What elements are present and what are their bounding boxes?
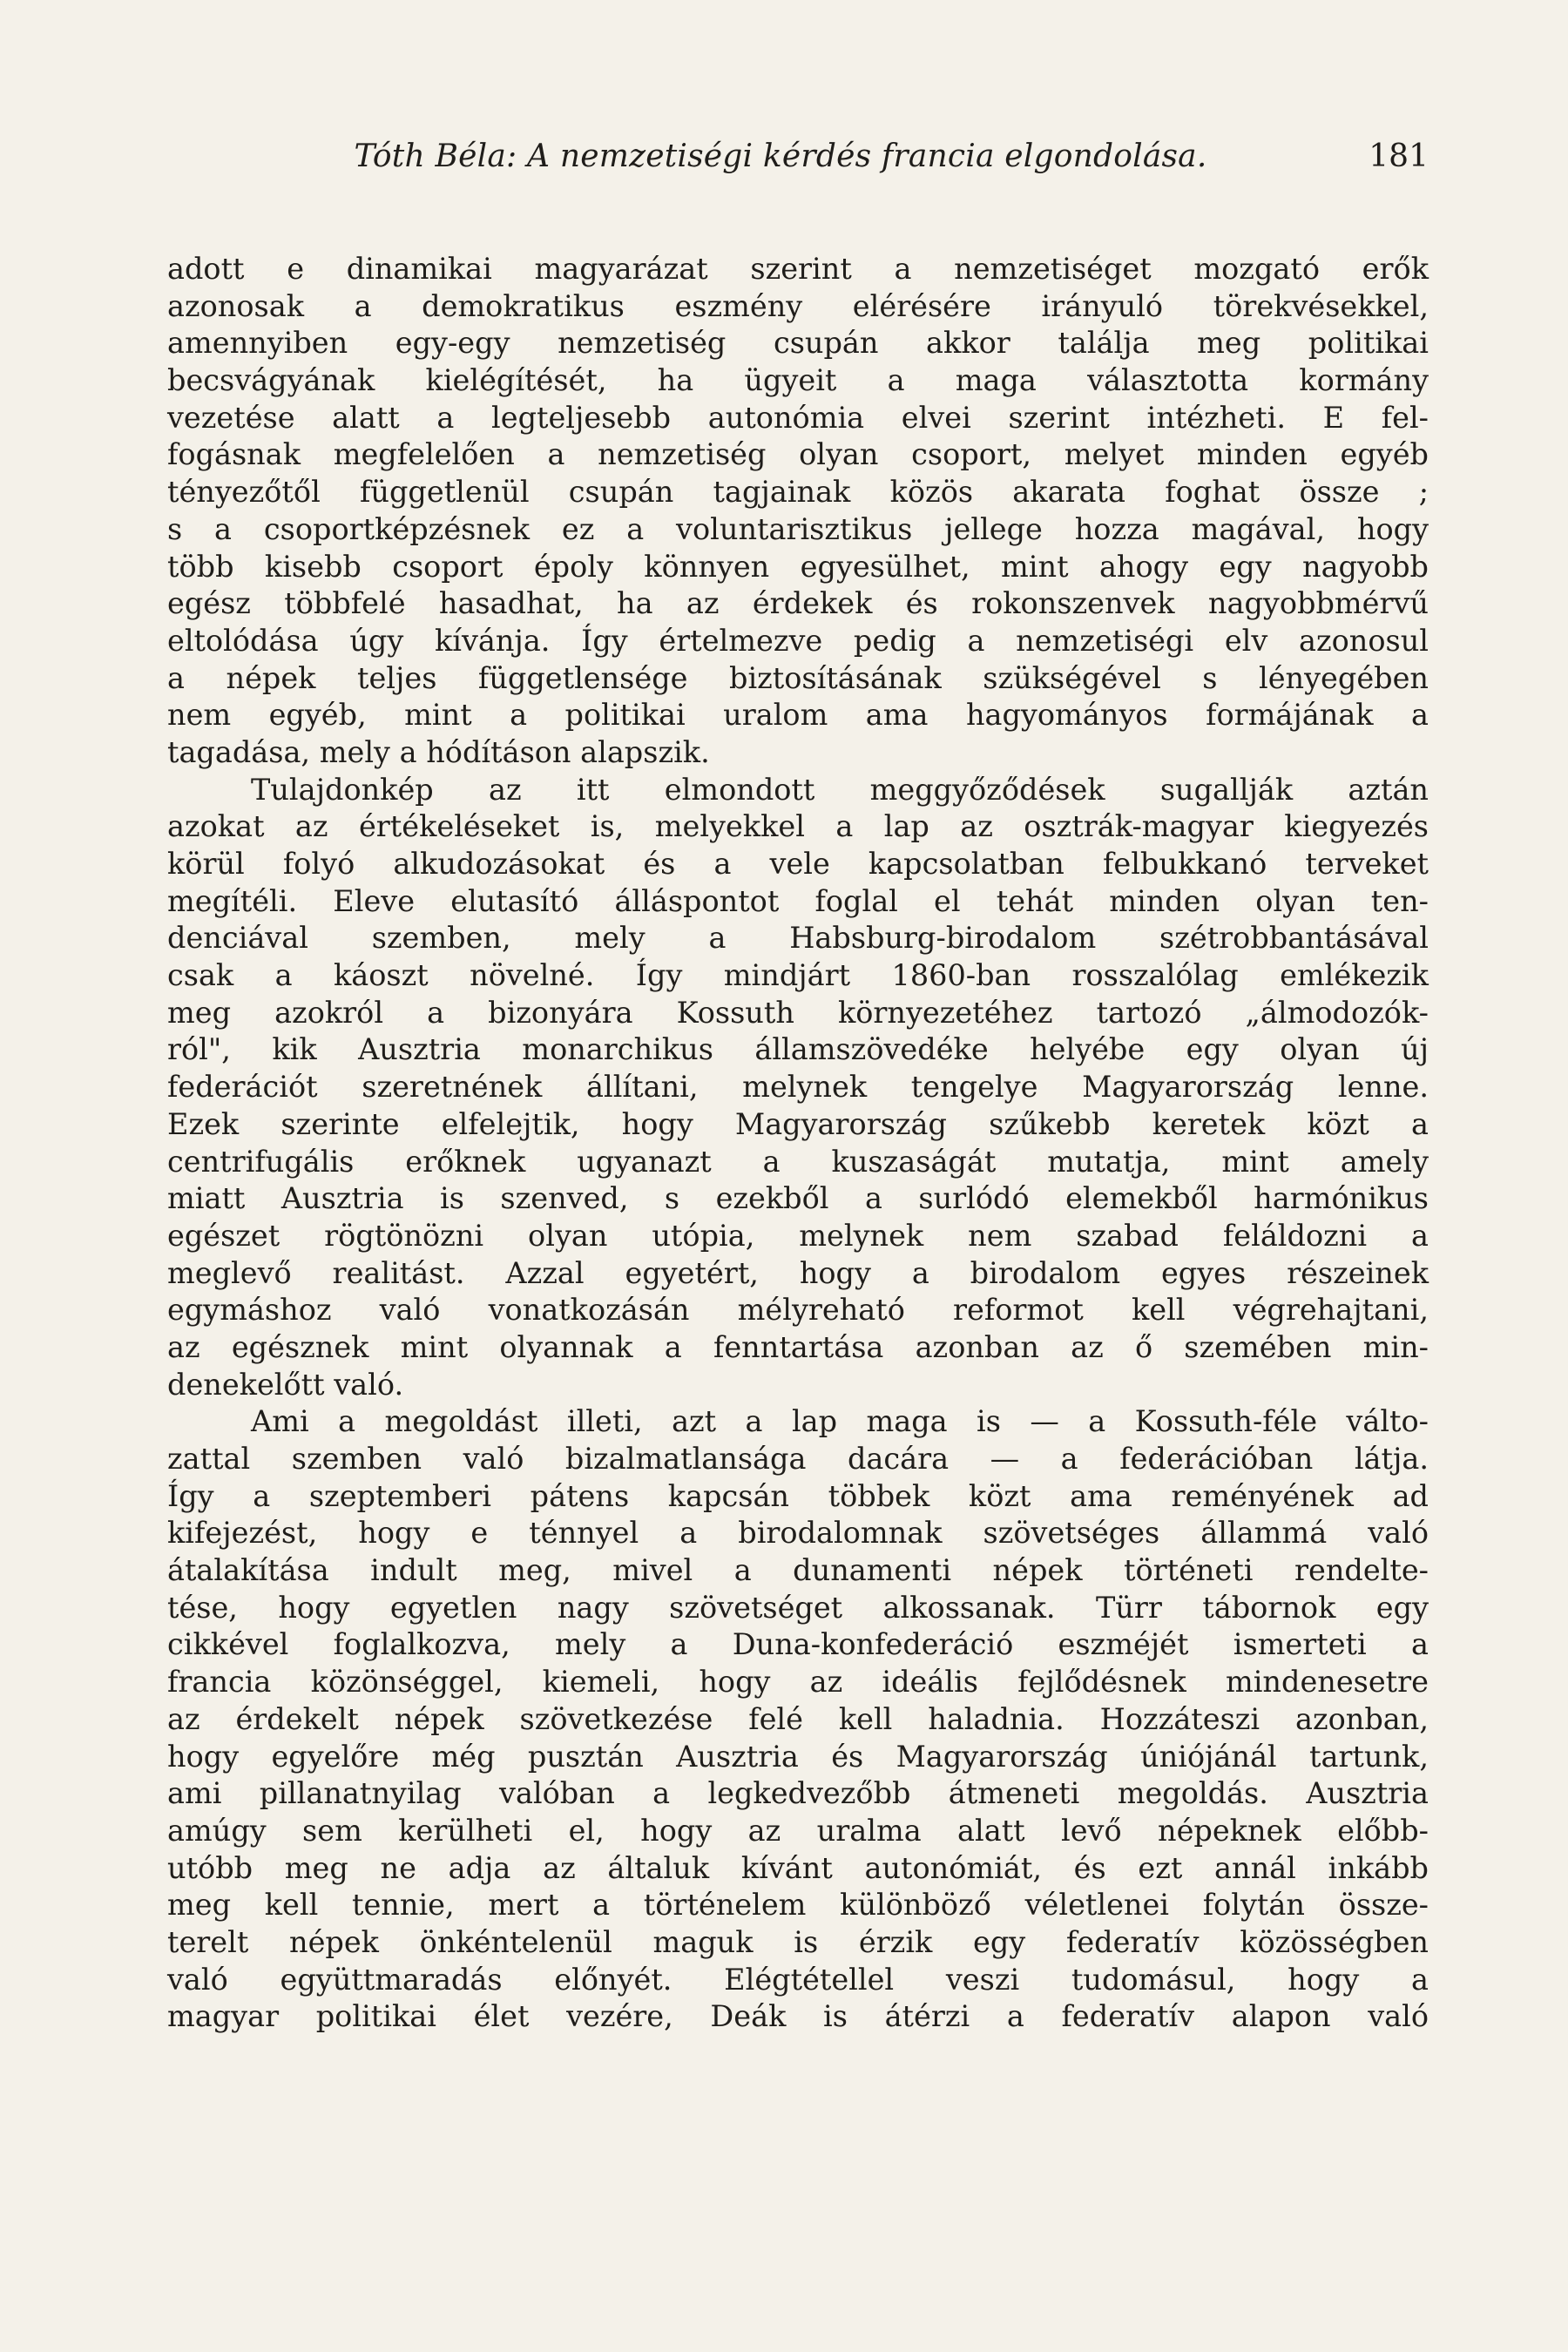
paragraph-start-line: Ami a megoldást illeti, azt a lap maga is — a Kossuth-féle válto- <box>251 1404 1429 1439</box>
text-line: terelt népek önkéntelenül maguk is érzik egy federatív közösségben <box>167 1924 1429 1959</box>
paragraph-start-line: Tulajdonkép az itt elmondott meggyőződések sugallják aztán <box>251 772 1429 807</box>
paragraph-end-line: denekelőtt való. <box>167 1367 404 1402</box>
text-line: tése, hogy egyetlen nagy szövetséget alkossanak. Türr tábornok egy <box>167 1590 1429 1625</box>
text-line: hogy egyelőre még pusztán Ausztria és Magyarország úniójánál tartunk, <box>167 1739 1429 1774</box>
text-line: federációt szeretnének állítani, melynek tengelye Magyarország lenne. <box>167 1070 1429 1105</box>
text-line: miatt Ausztria is szenved, s ezekből a surlódó elemekből harmónikus <box>167 1181 1429 1216</box>
text-line: tényezőtől függetlenül csupán tagjainak közös akarata foghat össze ; <box>167 475 1429 510</box>
text-line: utóbb meg ne adja az általuk kívánt autonómiát, és ezt annál inkább <box>167 1850 1429 1885</box>
text-line: több kisebb csoport époly könnyen egyesülhet, mint ahogy egy nagyobb <box>167 549 1429 584</box>
text-line: meg kell tennie, mert a történelem különböző véletlenei folytán össze- <box>167 1888 1429 1923</box>
text-line: fogásnak megfelelően a nemzetiség olyan csoport, melyet minden egyéb <box>167 437 1429 472</box>
text-line: egymáshoz való vonatkozásán mélyreható reformot kell végrehajtani, <box>167 1293 1429 1328</box>
text-line: eltolódása úgy kívánja. Így értelmezve pedig a nemzetiségi elv azonosul <box>167 623 1429 658</box>
text-line: az érdekelt népek szövetkezése felé kell haladnia. Hozzáteszi azonban, <box>167 1701 1429 1736</box>
text-line: s a csoportképzésnek ez a voluntarisztikus jellege hozza magával, hogy <box>167 511 1429 546</box>
text-line: a népek teljes függetlensége biztosításának szükségével s lényegében <box>167 660 1429 695</box>
text-line: adott e dinamikai magyarázat szerint a nemzetiséget mozgató erők <box>167 252 1429 286</box>
text-line: azokat az értékeléseket is, melyekkel a lap az osztrák-magyar kiegyezés <box>167 809 1429 844</box>
text-line: ami pillanatnyilag valóban a legkedvezőbb átmeneti megoldás. Ausztria <box>167 1776 1429 1811</box>
running-head <box>167 131 1429 183</box>
text-line: magyar politikai élet vezére, Deák is átérzi a federatív alapon való <box>167 1999 1429 2034</box>
text-line: átalakítása indult meg, mivel a dunamenti népek történeti rendelte- <box>167 1553 1429 1588</box>
text-line: való együttmaradás előnyét. Elégtétellel veszi tudomásul, hogy a <box>167 1962 1429 1997</box>
text-line: meglevő realitást. Azzal egyetért, hogy a birodalom egyes részeinek <box>167 1255 1429 1290</box>
text-line: francia közönséggel, kiemeli, hogy az ideális fejlődésnek mindenesetre <box>167 1665 1429 1700</box>
text-line: egészet rögtönözni olyan utópia, melynek nem szabad feláldozni a <box>167 1218 1429 1253</box>
text-line: vezetése alatt a legteljesebb autonómia elvei szerint intézheti. E fel- <box>167 400 1429 435</box>
text-line: amennyiben egy-egy nemzetiség csupán akkor találja meg politikai <box>167 326 1429 361</box>
text-line: Ezek szerinte elfelejtik, hogy Magyarország szűkebb keretek közt a <box>167 1106 1429 1141</box>
running-title: Tóth Béla: A nemzetiségi kérdés francia elgondolása. <box>354 139 1207 174</box>
text-line: kifejezést, hogy e ténnyel a birodalomnak szövetséges állammá való <box>167 1516 1429 1551</box>
text-line: körül folyó alkudozásokat és a vele kapcsolatban felbukkanó terveket <box>167 847 1429 881</box>
text-line: csak a káoszt növelné. Így mindjárt 1860-ban rosszalólag emlékezik <box>167 958 1429 993</box>
body-text <box>167 251 1429 2036</box>
text-line: meg azokról a bizonyára Kossuth környezetéhez tartozó „álmodozók- <box>167 995 1429 1030</box>
text-line: az egésznek mint olyannak a fenntartása azonban az ő szemében min- <box>167 1329 1429 1364</box>
text-line: cikkével foglalkozva, mely a Duna-konfederáció eszméjét ismerteti a <box>167 1627 1429 1662</box>
text-line: Így a szeptemberi pátens kapcsán többek közt ama reményének ad <box>167 1478 1429 1513</box>
text-line: nem egyéb, mint a politikai uralom ama hagyományos formájának a <box>167 698 1429 733</box>
text-line: centrifugális erőknek ugyanazt a kuszaságát mutatja, mint amely <box>167 1144 1429 1179</box>
text-line: azonosak a demokratikus eszmény elérésére irányuló törekvésekkel, <box>167 288 1429 323</box>
text-line: zattal szemben való bizalmatlansága dacára — a federációban látja. <box>167 1442 1429 1476</box>
text-line: ról", kik Ausztria monarchikus államszövedéke helyébe egy olyan új <box>167 1032 1429 1067</box>
paragraph-end-line: tagadása, mely a hódításon alapszik. <box>167 734 710 769</box>
text-line: megítéli. Eleve elutasító álláspontot foglal el tehát minden olyan ten- <box>167 883 1429 918</box>
text-line: denciával szemben, mely a Habsburg-birodalom szétrobbantásával <box>167 921 1429 956</box>
text-line: egész többfelé hasadhat, ha az érdekek és rokonszenvek nagyobbmérvű <box>167 586 1429 621</box>
page-number: 181 <box>1369 139 1429 174</box>
text-line: becsvágyának kielégítését, ha ügyeit a maga választotta kormány <box>167 363 1429 398</box>
text-line: amúgy sem kerülheti el, hogy az uralma alatt levő népeknek előbb- <box>167 1813 1429 1848</box>
